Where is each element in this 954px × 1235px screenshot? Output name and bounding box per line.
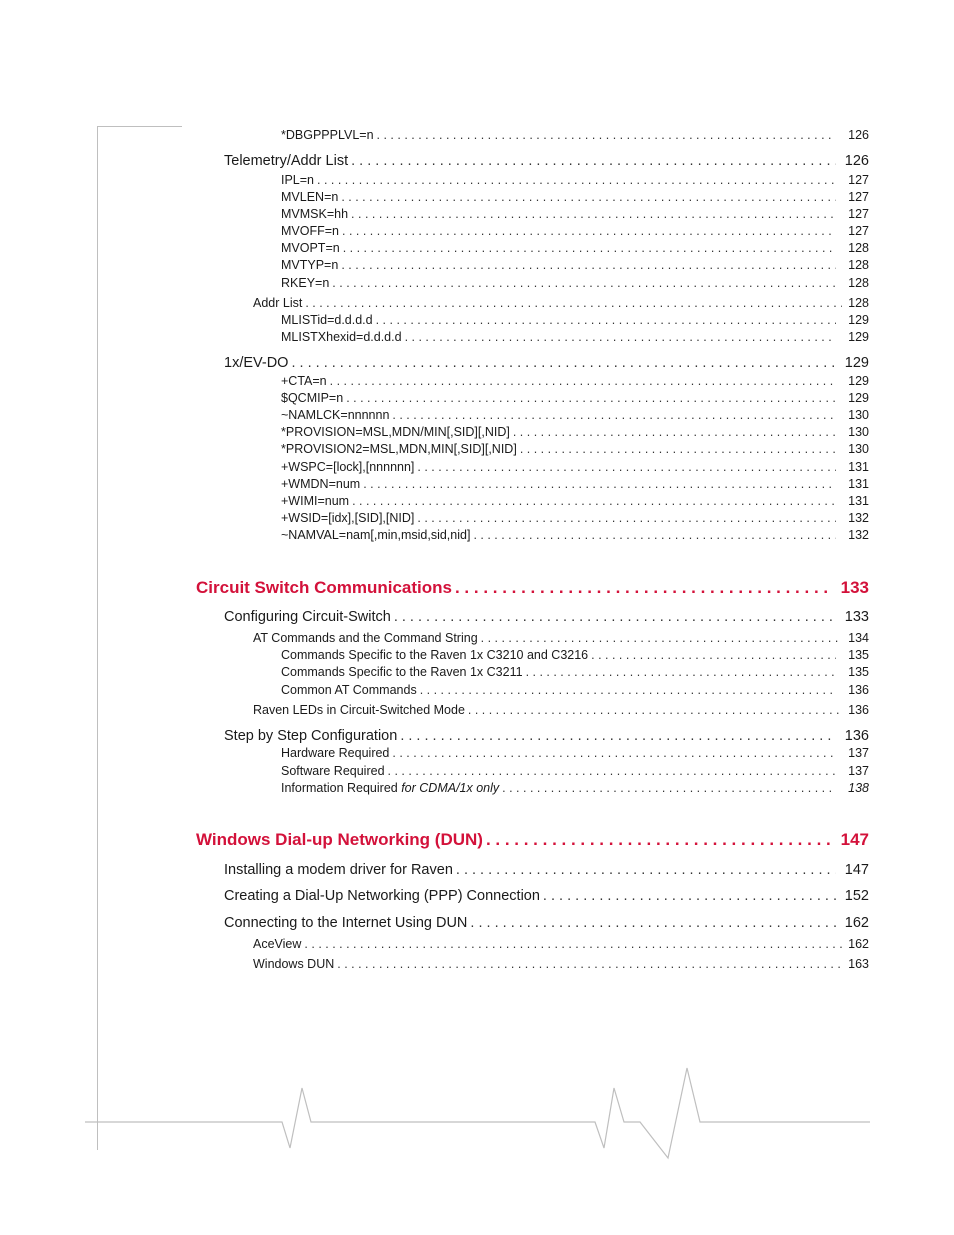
- toc-dot-leader: [502, 781, 836, 795]
- toc-entry-title: Raven LEDs in Circuit-Switched Mode: [253, 703, 465, 717]
- toc-entry-title: ~NAMVAL=nam[,min,msid,sid,nid]: [281, 528, 471, 542]
- toc-dot-leader: [591, 648, 836, 662]
- toc-dot-leader: [332, 276, 836, 290]
- toc-dot-leader: [346, 391, 836, 405]
- toc-entry-title: Commands Specific to the Raven 1x C3210 and C3216: [281, 648, 589, 662]
- toc-entry[interactable]: [281, 313, 869, 327]
- toc-entry[interactable]: [281, 330, 869, 344]
- toc-page-number: 133: [844, 609, 869, 625]
- toc-entry[interactable]: [281, 241, 869, 255]
- toc-page-number: 130: [848, 425, 869, 439]
- toc-page-number: 128: [848, 258, 869, 272]
- toc-entry[interactable]: [281, 408, 869, 422]
- toc-dot-leader: [468, 703, 842, 717]
- toc-page-number: 147: [840, 830, 869, 849]
- toc-dot-leader: [317, 173, 836, 187]
- toc-page-number: 126: [844, 153, 869, 169]
- toc-entry-title: Installing a modem driver for Raven: [224, 862, 453, 878]
- toc-page-number: 130: [848, 442, 869, 456]
- toc-entry[interactable]: [281, 442, 869, 456]
- toc-dot-leader: [291, 355, 836, 371]
- toc-entry-title: $QCMIP=n: [281, 391, 344, 405]
- toc-page-number: 127: [848, 224, 869, 238]
- toc-dot-leader: [456, 862, 836, 878]
- toc-page-number: 134: [848, 631, 869, 645]
- toc-entry-title: +WSPC=[lock],[nnnnnn]: [281, 460, 415, 474]
- toc-entry[interactable]: [224, 915, 869, 931]
- toc-dot-leader: [481, 631, 842, 645]
- toc-entry-title: Information Required for CDMA/1x only: [281, 781, 500, 795]
- toc-dot-leader: [388, 764, 836, 778]
- toc-entry[interactable]: [281, 511, 869, 525]
- toc-entry[interactable]: [224, 153, 869, 169]
- toc-entry-title-italic: for CDMA/1x only: [397, 781, 500, 795]
- toc-dot-leader: [351, 207, 836, 221]
- toc-entry[interactable]: [253, 703, 869, 717]
- toc-page-number: 162: [848, 937, 869, 951]
- toc-entry[interactable]: [281, 683, 869, 697]
- toc-dot-leader: [392, 746, 836, 760]
- toc-dot-leader: [420, 683, 836, 697]
- toc-entry[interactable]: [281, 494, 869, 508]
- toc-page-number: 129: [848, 374, 869, 388]
- toc-entry[interactable]: [224, 862, 869, 878]
- toc-entry-title: +CTA=n: [281, 374, 327, 388]
- toc-entry[interactable]: [281, 173, 869, 187]
- toc-entry-title: Configuring Circuit-Switch: [224, 609, 391, 625]
- toc-dot-leader: [304, 937, 842, 951]
- toc-entry-title: Windows DUN: [253, 957, 335, 971]
- toc-entry[interactable]: [281, 425, 869, 439]
- toc-entry[interactable]: [281, 460, 869, 474]
- toc-dot-leader: [337, 957, 842, 971]
- toc-dot-leader: [342, 224, 836, 238]
- toc-dot-leader: [341, 190, 836, 204]
- toc-dot-leader: [343, 241, 836, 255]
- toc-entry-title: *DBGPPPLVL=n: [281, 128, 374, 142]
- toc-entry[interactable]: [253, 937, 869, 951]
- toc-dot-leader: [543, 888, 836, 904]
- toc-entry-title: +WMDN=num: [281, 477, 361, 491]
- toc-dot-leader: [363, 477, 836, 491]
- toc-entry[interactable]: [281, 781, 869, 795]
- toc-dot-leader: [377, 128, 836, 142]
- toc-entry-title: ~NAMLCK=nnnnnn: [281, 408, 390, 422]
- toc-entry[interactable]: [281, 190, 869, 204]
- toc-dot-leader: [513, 425, 836, 439]
- toc-entry[interactable]: [281, 528, 869, 542]
- toc-dot-leader: [526, 665, 836, 679]
- toc-entry[interactable]: [281, 665, 869, 679]
- toc-dot-leader: [417, 511, 836, 525]
- toc-entry[interactable]: [281, 374, 869, 388]
- toc-entry[interactable]: [281, 207, 869, 221]
- toc-page-number: 131: [848, 494, 869, 508]
- toc-entry-title: IPL=n: [281, 173, 315, 187]
- toc-dot-leader: [394, 609, 836, 625]
- toc-page-number: 136: [848, 703, 869, 717]
- toc-page-number: 129: [844, 355, 869, 371]
- toc-entry[interactable]: [224, 609, 869, 625]
- toc-page-number: 137: [848, 746, 869, 760]
- toc-page-number: 138: [848, 781, 869, 795]
- toc-entry[interactable]: [253, 296, 869, 310]
- toc-dot-leader: [330, 374, 836, 388]
- toc-dot-leader: [305, 296, 842, 310]
- toc-dot-leader: [473, 528, 836, 542]
- toc-page-number: 128: [848, 276, 869, 290]
- toc-dot-leader: [470, 915, 836, 931]
- toc-entry[interactable]: [281, 128, 869, 142]
- toc-page-number: 129: [848, 313, 869, 327]
- toc-dot-leader: [351, 153, 836, 169]
- toc-dot-leader: [417, 460, 836, 474]
- toc-entry[interactable]: [224, 728, 869, 744]
- toc-entry[interactable]: [281, 391, 869, 405]
- toc-page-number: 163: [848, 957, 869, 971]
- toc-entry-title: AceView: [253, 937, 302, 951]
- toc-entry-title: Common AT Commands: [281, 683, 417, 697]
- toc-page-number: 133: [840, 578, 869, 597]
- toc-page-number: 128: [848, 241, 869, 255]
- toc-entry-title: MLISTid=d.d.d.d: [281, 313, 373, 327]
- toc-page-number: 147: [844, 862, 869, 878]
- toc-entry-title: MLISTXhexid=d.d.d.d: [281, 330, 402, 344]
- toc-entry-title: +WSID=[idx],[SID],[NID]: [281, 511, 415, 525]
- toc-entry[interactable]: [281, 764, 869, 778]
- toc-page-number: 127: [848, 190, 869, 204]
- toc-dot-leader: [520, 442, 836, 456]
- toc-page-number: 130: [848, 408, 869, 422]
- toc-entry-title: Hardware Required: [281, 746, 390, 760]
- toc-entry[interactable]: [281, 276, 869, 290]
- toc-page-number: 136: [844, 728, 869, 744]
- toc-entry-title: MVOFF=n: [281, 224, 339, 238]
- toc-chapter-entry[interactable]: [196, 578, 869, 598]
- toc-page-number: 128: [848, 296, 869, 310]
- toc-entry-title: Creating a Dial-Up Networking (PPP) Connection: [224, 888, 540, 904]
- toc-entry[interactable]: [253, 957, 869, 971]
- toc-chapter-entry[interactable]: [196, 830, 869, 850]
- toc-page-number: 131: [848, 460, 869, 474]
- toc-entry-title: Circuit Switch Communications: [196, 578, 452, 597]
- toc-page-number: 126: [848, 128, 869, 142]
- toc-dot-leader: [455, 578, 832, 598]
- toc-entry-title: Windows Dial-up Networking (DUN): [196, 830, 483, 849]
- toc-dot-leader: [392, 408, 836, 422]
- toc-dot-leader: [376, 313, 836, 327]
- toc-page-number: 131: [848, 477, 869, 491]
- toc-page-number: 127: [848, 207, 869, 221]
- toc-page-number: 132: [848, 528, 869, 542]
- toc-entry[interactable]: [281, 648, 869, 662]
- toc-entry-title: *PROVISION2=MSL,MDN,MIN[,SID][,NID]: [281, 442, 517, 456]
- toc-page-number: 135: [848, 648, 869, 662]
- toc-entry[interactable]: [253, 631, 869, 645]
- toc-page-number: 152: [844, 888, 869, 904]
- toc-entry[interactable]: [281, 224, 869, 238]
- toc-page-number: 129: [848, 330, 869, 344]
- toc-entry[interactable]: [281, 477, 869, 491]
- toc-entry-title: *PROVISION=MSL,MDN/MIN[,SID][,NID]: [281, 425, 510, 439]
- toc-dot-leader: [486, 830, 832, 850]
- toc-entry[interactable]: [281, 746, 869, 760]
- toc-entry-title: Step by Step Configuration: [224, 728, 398, 744]
- toc-entry-title: MVLEN=n: [281, 190, 339, 204]
- toc-page-number: 129: [848, 391, 869, 405]
- toc-page-number: 132: [848, 511, 869, 525]
- toc-entry[interactable]: [224, 888, 869, 904]
- toc-page-number: 127: [848, 173, 869, 187]
- toc-dot-leader: [352, 494, 836, 508]
- toc-entry-title: RKEY=n: [281, 276, 330, 290]
- toc-entry-title: MVTYP=n: [281, 258, 339, 272]
- toc-dot-leader: [405, 330, 836, 344]
- toc-dot-leader: [400, 728, 836, 744]
- toc-page-number: 162: [844, 915, 869, 931]
- toc-entry[interactable]: [224, 355, 869, 371]
- toc-entry-title: +WIMI=num: [281, 494, 350, 508]
- toc-entry-title: Commands Specific to the Raven 1x C3211: [281, 665, 523, 679]
- toc-entry-title: Addr List: [253, 296, 303, 310]
- toc-dot-leader: [341, 258, 836, 272]
- toc-entry-title: Connecting to the Internet Using DUN: [224, 915, 468, 931]
- toc-entry-title: 1x/EV-DO: [224, 355, 289, 371]
- toc-entry[interactable]: [281, 258, 869, 272]
- toc-entry-title: AT Commands and the Command String: [253, 631, 478, 645]
- toc-entry-title: MVMSK=hh: [281, 207, 349, 221]
- toc-entry-title: Software Required: [281, 764, 385, 778]
- toc-entry-title: MVOPT=n: [281, 241, 340, 255]
- toc-page-number: 136: [848, 683, 869, 697]
- toc-page-number: 135: [848, 665, 869, 679]
- toc-page-number: 137: [848, 764, 869, 778]
- toc-entry-title: Telemetry/Addr List: [224, 153, 349, 169]
